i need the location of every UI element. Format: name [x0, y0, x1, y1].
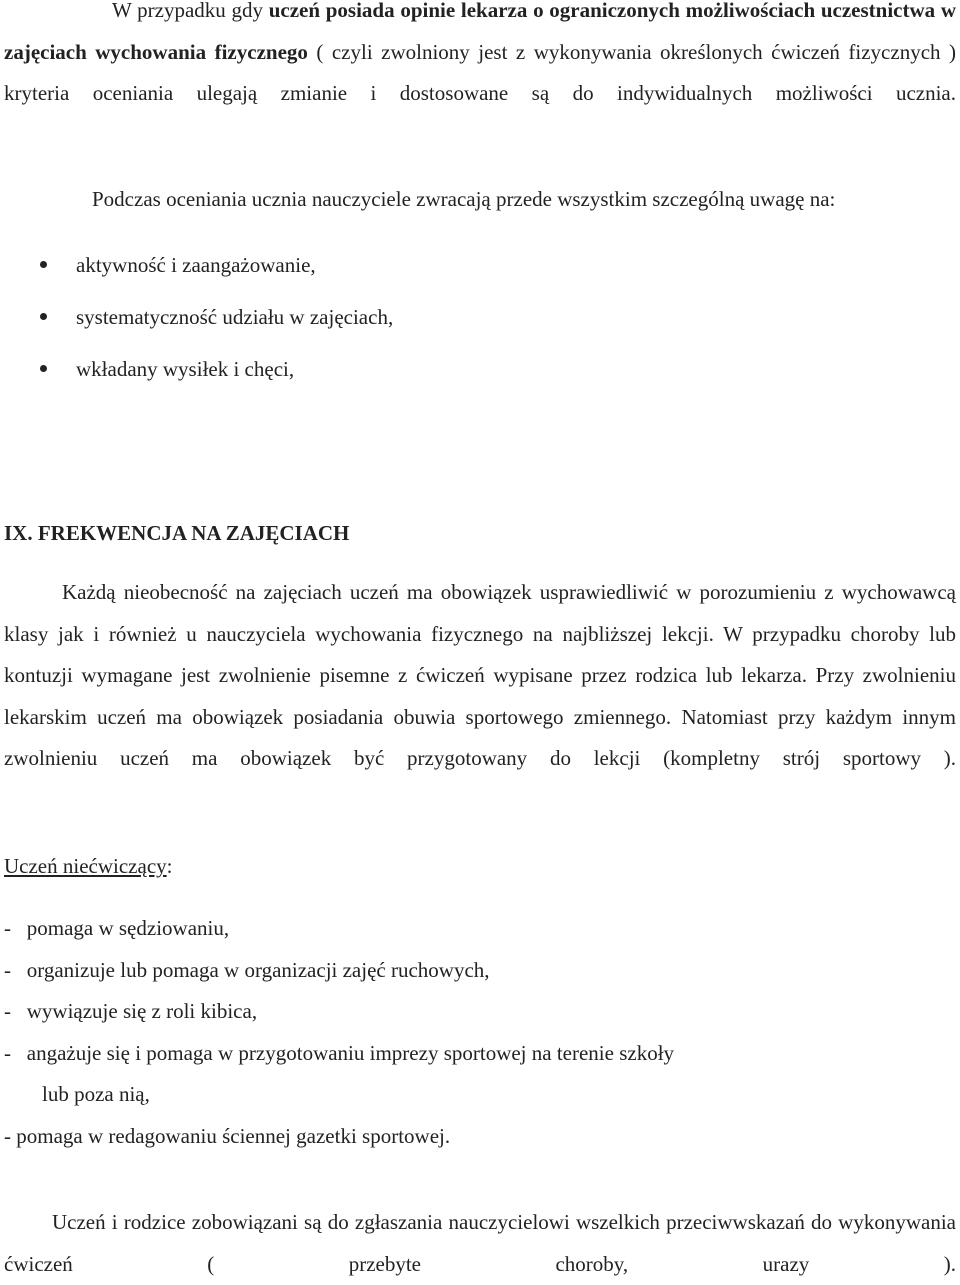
nonexercising-duties-list	[4, 908, 674, 1157]
list-item-text: systematyczność udziału w zajęciach,	[76, 305, 394, 329]
grading-intro	[92, 178, 956, 220]
paragraph-exemption-lead: W przypadku gdy	[112, 0, 269, 22]
list-item: - angażuje się i pomaga w przygotowaniu imprezy sportowej na terenie szkoły	[4, 1040, 675, 1065]
list-item: - organizuje lub pomaga w organizacji zajęć ruchowych,	[4, 957, 490, 982]
list-item-text: wkładany wysiłek i chęci,	[76, 357, 295, 381]
grading-intro-text: Podczas oceniania ucznia nauczyciele zwracają przede wszystkim szczególną uwagę na:	[92, 187, 836, 211]
section-heading: IX. FREKWENCJA NA ZAJĘCIACH	[4, 521, 350, 545]
nonexercising-title-text: Uczeń niećwiczący	[4, 854, 167, 878]
list-item	[40, 347, 393, 399]
list-item	[40, 243, 393, 295]
nonexercising-title-colon: :	[166, 854, 173, 878]
list-item	[40, 295, 393, 347]
list-item-continuation: lub poza nią,	[42, 1082, 150, 1106]
paragraph-exemption-rest: ( czyli zwolniony jest z wykonywania określonych ćwiczeń fizycznych ) kryteria oceniania ulegają zmianie i dostosowane są do indywidualnych możliwości ucznia.	[4, 39, 956, 105]
list-item-text: aktywność i zaangażowanie,	[76, 253, 316, 277]
attendance-paragraph	[4, 572, 956, 780]
paragraph-exemption	[4, 0, 956, 115]
closing-paragraph-text: Uczeń i rodzice zobowiązani są do zgłaszania nauczycielowi wszelkich przeciwwskazań do wykonywania ćwiczeń ( przebyte choroby, urazy ).	[4, 1210, 956, 1276]
bullet-icon	[40, 261, 47, 268]
list-item: - wywiązuje się z roli kibica,	[4, 999, 258, 1023]
attendance-paragraph-text: Każdą nieobecność na zajęciach uczeń ma obowiązek usprawiedliwić w porozumieniu z wychowawcą klasy jak i również u nauczyciela wychowania fizycznego na najbliższej lekcji. W przypadku choroby lub kontuzji wymagane jest zwolnienie pisemne z ćwiczeń wypisane przez rodzica lub lekarza. Przy zwolnieniu lekarskim uczeń ma obowiązek posiadania obuwia sportowego zmiennego. Natomiast przy każdym innym zwolnieniu uczeń ma obowiązek być przygotowany do lekcji (kompletny strój sportowy ).	[4, 580, 956, 770]
closing-paragraph	[4, 1202, 956, 1285]
grading-criteria-list	[40, 243, 393, 399]
paragraph-exemption-bold: uczeń posiada opinie lekarza o ograniczonych możliwościach uczestnictwa w zajęciach wychowania fizycznego	[4, 0, 957, 64]
list-item: - pomaga w sędziowaniu,	[4, 916, 230, 940]
bullet-icon	[40, 313, 47, 320]
nonexercising-title	[4, 845, 956, 887]
bullet-icon	[40, 365, 47, 372]
list-item: - pomaga w redagowaniu ściennej gazetki sportowej.	[4, 1123, 451, 1148]
